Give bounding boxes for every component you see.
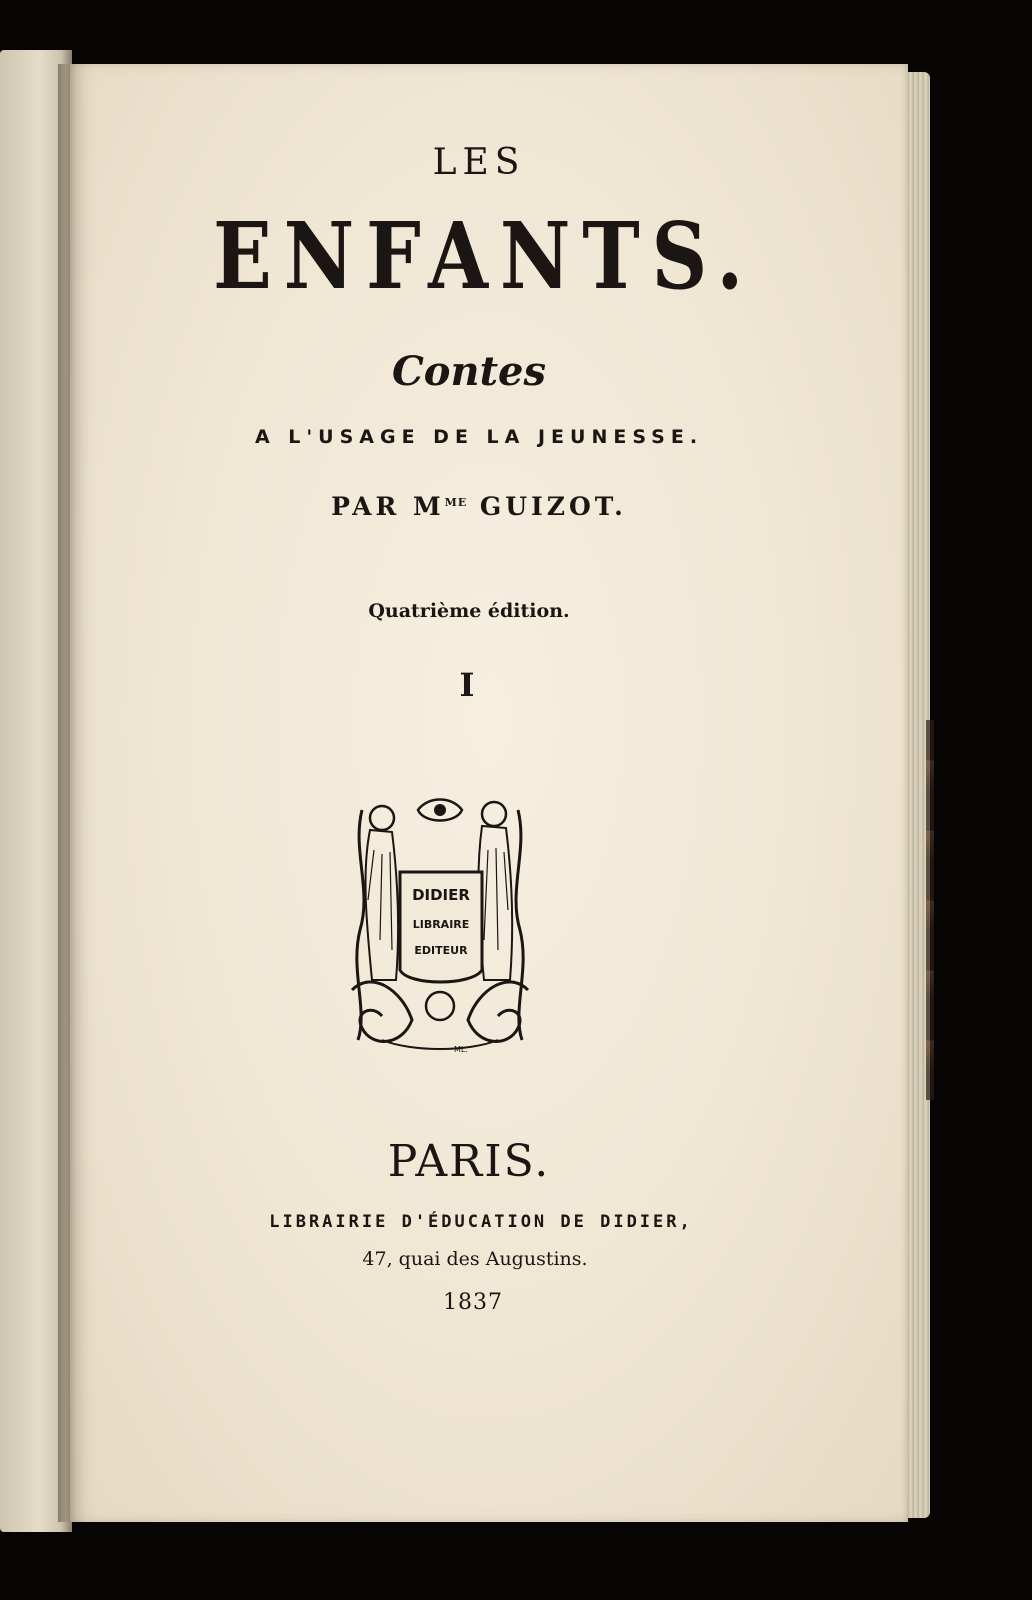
author-name: GUIZOT.: [467, 492, 627, 521]
publisher-device-emblem-icon: [342, 790, 538, 1058]
imprint-publisher: LIBRAIRIE D'ÉDUCATION DE DIDIER,: [269, 1212, 693, 1232]
author-prefix: PAR M: [331, 492, 445, 521]
author-superscript: ME: [444, 496, 468, 509]
binding-edge: [926, 720, 934, 1100]
emblem-monogram: ML.: [454, 1045, 468, 1054]
title-small: LES: [432, 142, 526, 183]
author-line: [60, 492, 898, 521]
shield-line-3: EDITEUR: [414, 944, 468, 957]
imprint-address: 47, quai des Augustins.: [362, 1248, 588, 1270]
subtitle-gothic: Contes: [391, 348, 547, 395]
shield-line-2: LIBRAIRE: [412, 918, 470, 931]
edition-line: Quatrième édition.: [368, 600, 570, 622]
volume-number: I: [459, 666, 475, 704]
subtitle-line: A L'USAGE DE LA JEUNESSE.: [254, 426, 704, 448]
imprint-city: PARIS.: [387, 1136, 551, 1187]
imprint-year: 1837: [443, 1290, 503, 1315]
shield-line-1: DIDIER: [412, 886, 470, 904]
title-large: ENFANTS.: [212, 202, 756, 310]
title-page: [70, 64, 908, 1522]
